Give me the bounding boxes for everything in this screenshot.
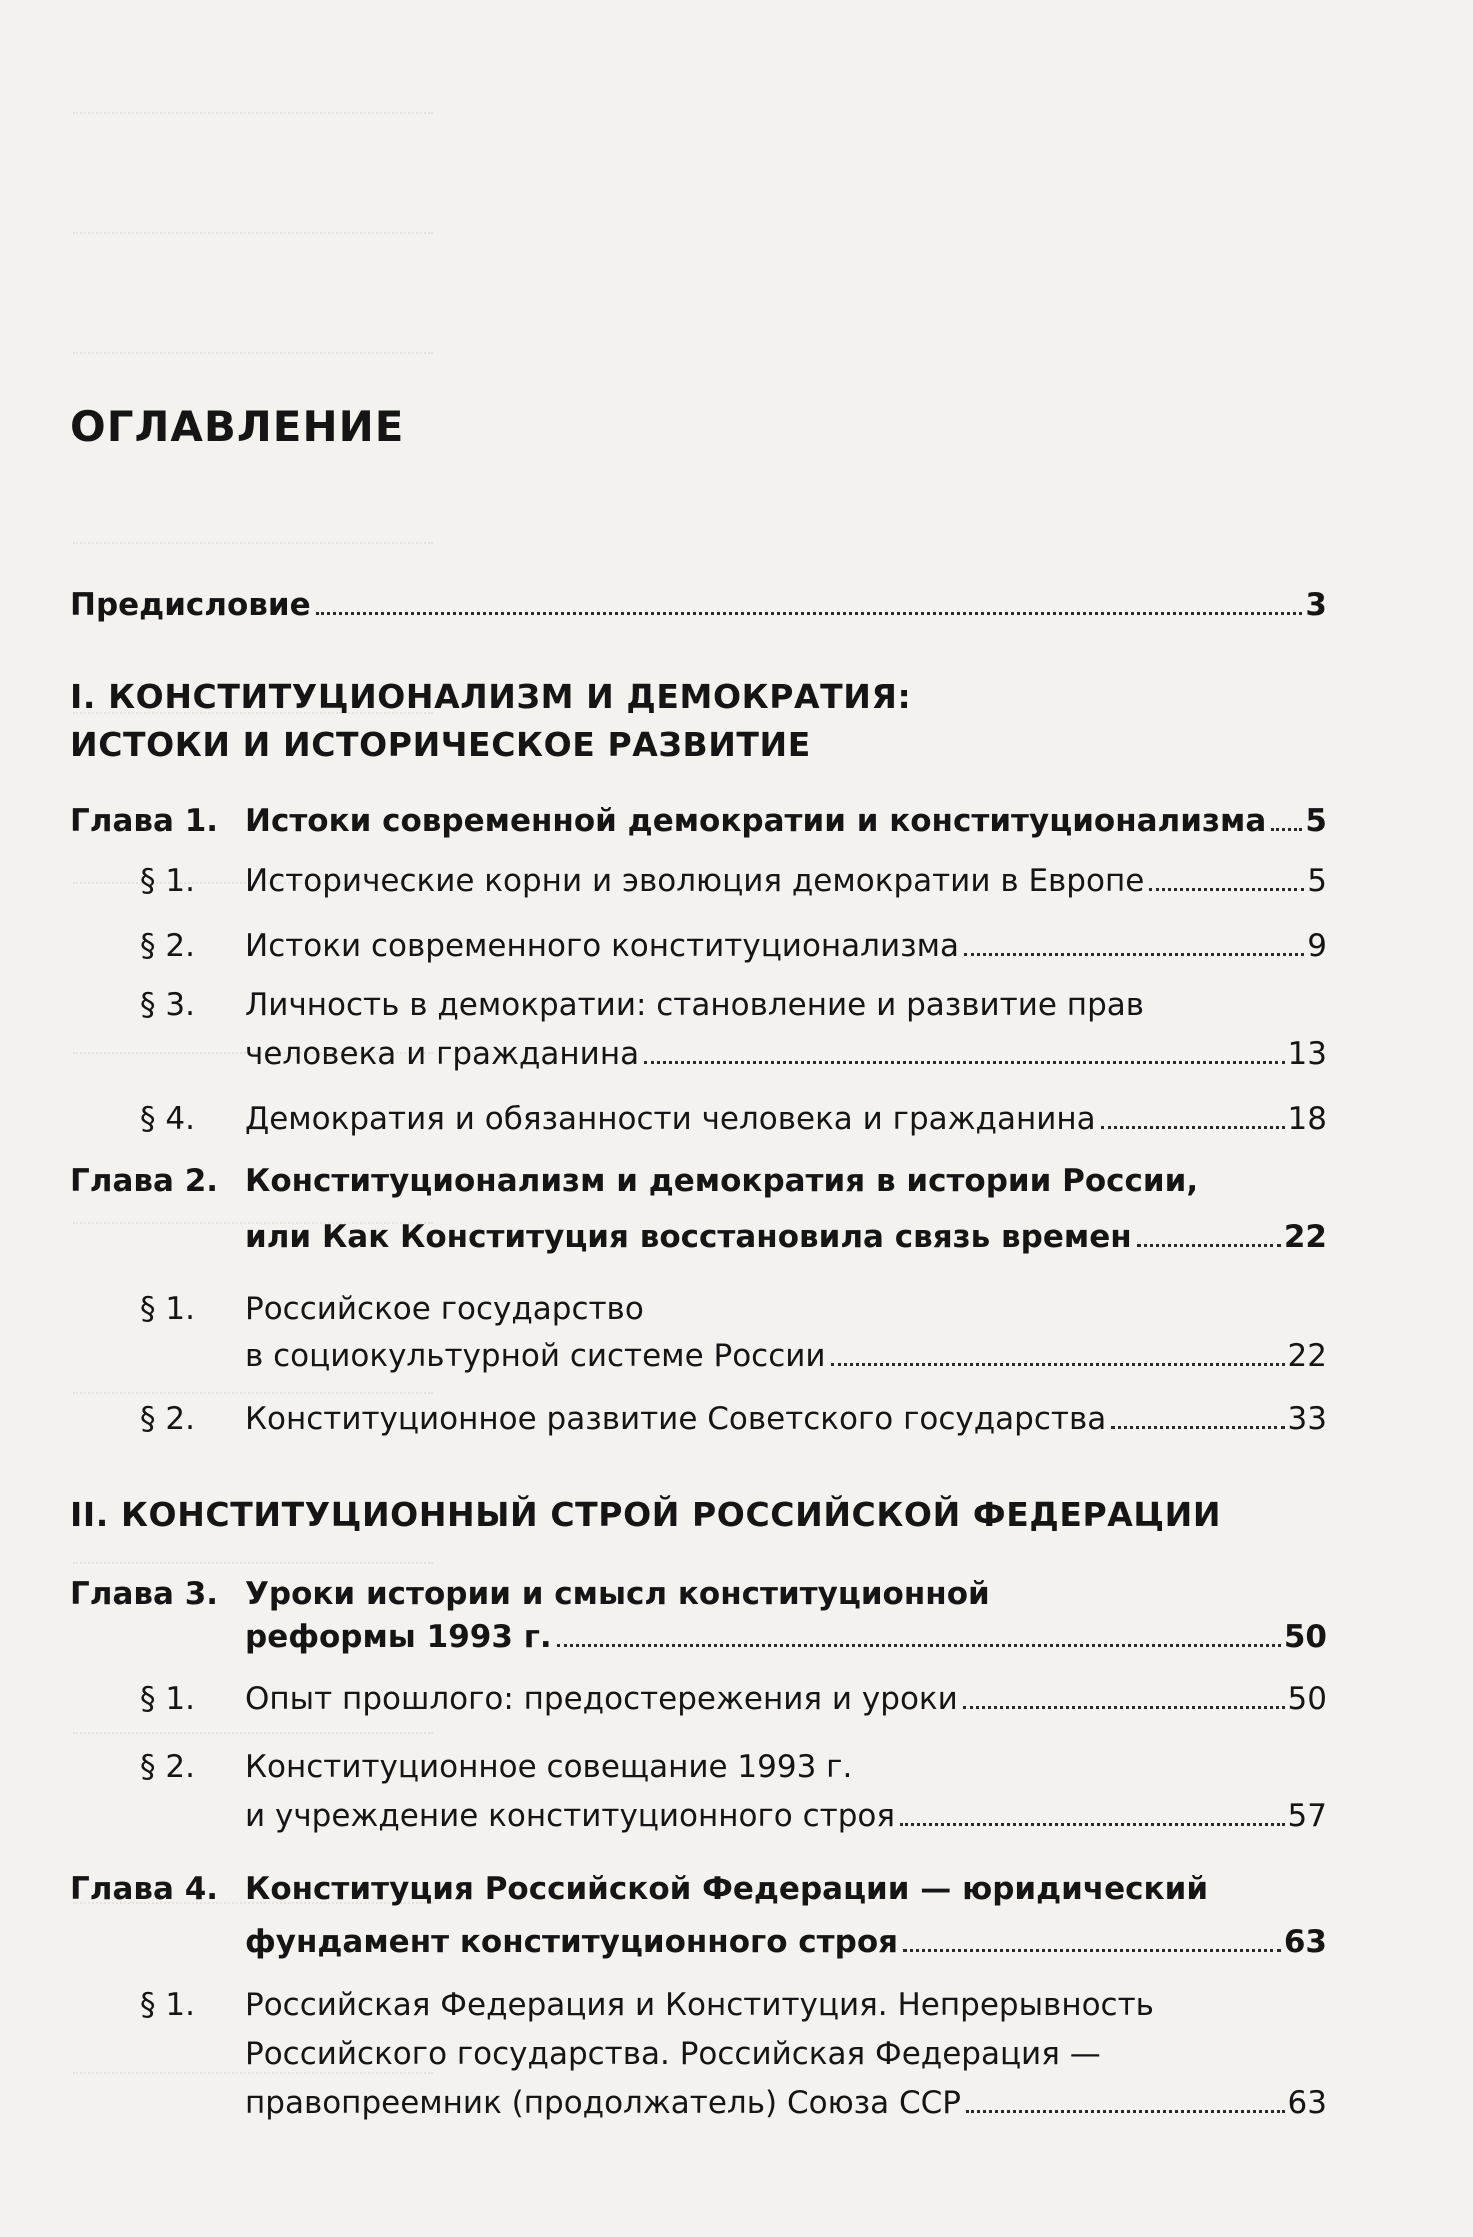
section-1-3-title-line-1: Личность в демократии: становление и развитие прав: [245, 987, 1145, 1023]
dot-leader: [1271, 828, 1302, 831]
section-4-1-title-line-3: правопреемник (продолжатель) Союза ССР: [245, 2085, 961, 2121]
section-3-1-page-number: 50: [1287, 1681, 1327, 1717]
chapter-4-label: Глава 4.: [70, 1871, 219, 1907]
dot-leader: [903, 1949, 1281, 1952]
preface-page-number: 3: [1305, 587, 1327, 623]
section-2-1-title-line-2: в социокультурной системе России: [245, 1338, 826, 1374]
chapter-1-page-number: 5: [1305, 803, 1327, 839]
section-2-2-entry[interactable]: [245, 1390, 1327, 1448]
section-2-2-title: Конституционное развитие Советского государства: [245, 1401, 1107, 1437]
section-1-2-label: § 2.: [140, 928, 195, 964]
chapter-3-entry[interactable]: [245, 1608, 1327, 1666]
section-4-1-label: § 1.: [140, 1987, 195, 2023]
preface-label: Предисловие: [70, 587, 311, 623]
section-4-1-title-line-1: Российская Федерация и Конституция. Непрерывность: [245, 1987, 1154, 2023]
dot-leader: [316, 612, 1303, 615]
dot-leader: [1137, 1244, 1281, 1247]
section-4-1-page-number: 63: [1287, 2085, 1327, 2121]
section-1-3-entry[interactable]: [245, 1025, 1327, 1083]
chapter-3-title-line-1: Уроки истории и смысл конституционной: [245, 1576, 990, 1612]
chapter-4-entry[interactable]: [245, 1913, 1327, 1971]
section-1-4-page-number: 18: [1287, 1101, 1327, 1137]
section-1-1-label: § 1.: [140, 863, 195, 899]
dot-leader: [1149, 888, 1304, 891]
dot-leader: [966, 2110, 1285, 2113]
section-3-1-entry[interactable]: [245, 1670, 1327, 1728]
chapter-2-label: Глава 2.: [70, 1163, 219, 1199]
preface-entry[interactable]: [70, 576, 1327, 634]
section-1-3-title-line-2: человека и гражданина: [245, 1036, 640, 1072]
section-3-2-entry[interactable]: [245, 1787, 1327, 1845]
chapter-2-title-line-2: или Как Конституция восстановила связь времен: [245, 1219, 1132, 1255]
toc-title: ОГЛАВЛЕНИЕ: [70, 402, 405, 451]
chapter-4-page-number: 63: [1283, 1924, 1327, 1960]
chapter-4-title-line-1: Конституция Российской Федерации — юридический: [245, 1871, 1209, 1907]
chapter-2-page-number: 22: [1283, 1219, 1327, 1255]
section-3-1-title: Опыт прошлого: предостережения и уроки: [245, 1681, 958, 1717]
chapter-4-title-line-2: фундамент конституционного строя: [245, 1924, 899, 1960]
section-1-1-title: Исторические корни и эволюция демократии в Европе: [245, 863, 1145, 899]
section-2-1-page-number: 22: [1287, 1338, 1327, 1374]
dot-leader: [1101, 1126, 1285, 1129]
section-2-1-entry[interactable]: [245, 1327, 1327, 1385]
section-2-2-page-number: 33: [1287, 1401, 1327, 1437]
section-2-2-label: § 2.: [140, 1401, 195, 1437]
section-2-1-label: § 1.: [140, 1291, 195, 1327]
section-2-1-title-line-1: Российское государство: [245, 1291, 644, 1327]
section-3-2-page-number: 57: [1287, 1798, 1327, 1834]
part-1-title-line-1: I. КОНСТИТУЦИОНАЛИЗМ И ДЕМОКРАТИЯ:: [70, 677, 912, 716]
section-3-2-title-line-1: Конституционное совещание 1993 г.: [245, 1749, 853, 1785]
section-4-1-title-line-2: Российского государства. Российская Федерация —: [245, 2036, 1101, 2072]
chapter-2-title-line-1: Конституционализм и демократия в истории России,: [245, 1163, 1199, 1199]
section-1-2-page-number: 9: [1307, 928, 1327, 964]
section-3-1-label: § 1.: [140, 1681, 195, 1717]
section-1-4-title: Демократия и обязанности человека и гражданина: [245, 1101, 1096, 1137]
chapter-3-title-line-2: реформы 1993 г.: [245, 1619, 552, 1655]
chapter-2-entry[interactable]: [245, 1208, 1327, 1266]
dot-leader: [964, 953, 1304, 956]
section-1-2-entry[interactable]: [245, 917, 1327, 975]
dot-leader: [900, 1823, 1285, 1826]
section-1-3-label: § 3.: [140, 987, 195, 1023]
section-3-2-title-line-2: и учреждение конституционного строя: [245, 1798, 896, 1834]
chapter-1-entry[interactable]: [245, 792, 1327, 850]
dot-leader: [963, 1706, 1285, 1709]
dot-leader: [557, 1644, 1281, 1647]
section-1-4-label: § 4.: [140, 1101, 195, 1137]
section-1-4-entry[interactable]: [245, 1090, 1327, 1148]
chapter-1-label: Глава 1.: [70, 803, 219, 839]
section-1-3-page-number: 13: [1287, 1036, 1327, 1072]
section-3-2-label: § 2.: [140, 1749, 195, 1785]
chapter-3-page-number: 50: [1283, 1619, 1327, 1655]
part-2-title: II. КОНСТИТУЦИОННЫЙ СТРОЙ РОССИЙСКОЙ ФЕДЕРАЦИИ: [70, 1495, 1222, 1534]
part-1-title-line-2: ИСТОКИ И ИСТОРИЧЕСКОЕ РАЗВИТИЕ: [70, 725, 811, 764]
section-1-1-page-number: 5: [1307, 863, 1327, 899]
chapter-1-title: Истоки современной демократии и конституционализма: [245, 803, 1267, 839]
dot-leader: [644, 1061, 1284, 1064]
section-1-2-title: Истоки современного конституционализма: [245, 928, 959, 964]
section-1-1-entry[interactable]: [245, 852, 1327, 910]
section-4-1-entry[interactable]: [245, 2074, 1327, 2132]
dot-leader: [1111, 1426, 1284, 1429]
chapter-3-label: Глава 3.: [70, 1576, 219, 1612]
dot-leader: [831, 1363, 1285, 1366]
